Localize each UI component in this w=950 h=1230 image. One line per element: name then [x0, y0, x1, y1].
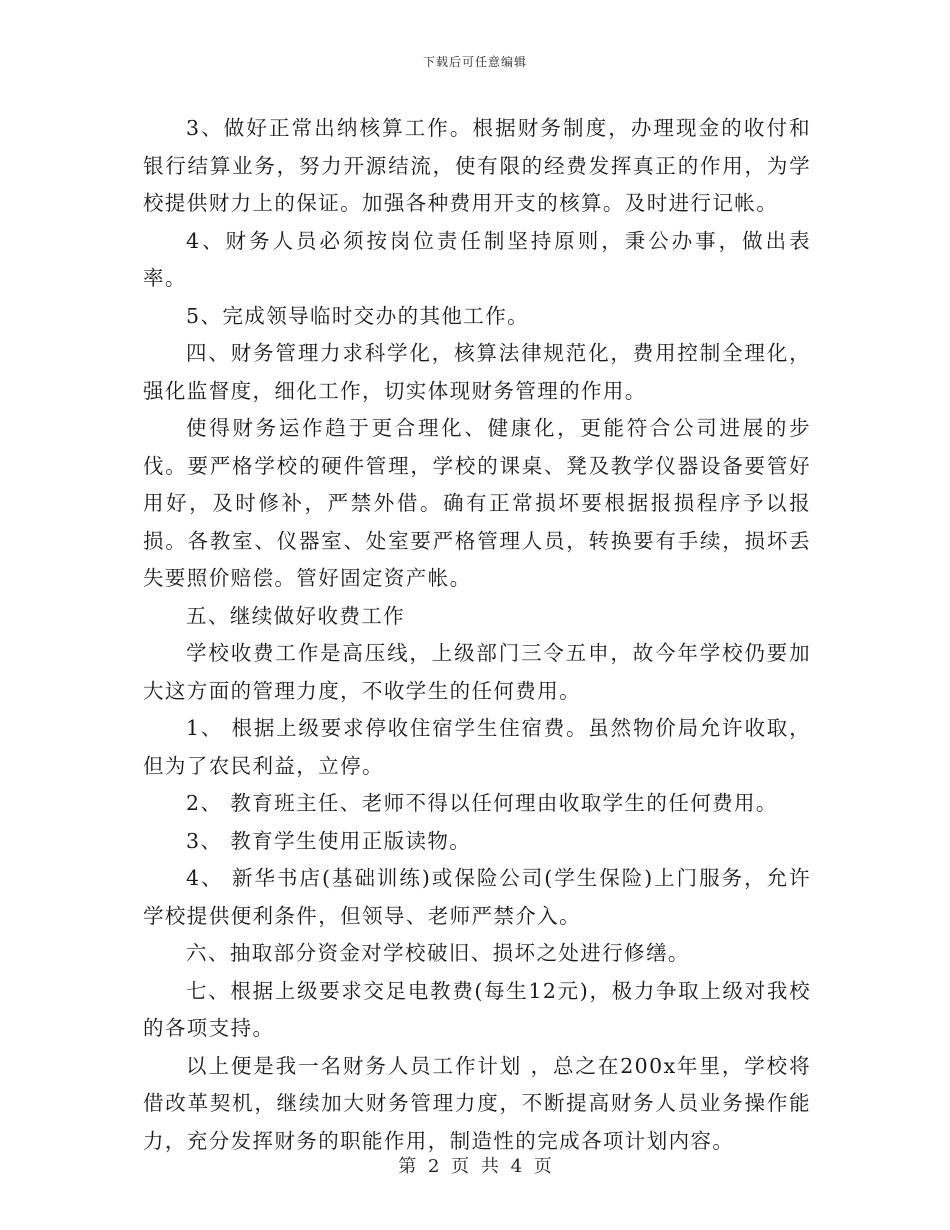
paragraph: 2、 教育班主任、老师不得以任何理由收取学生的任何费用。 — [186, 791, 778, 815]
paragraph: 4、财务人员必须按岗位责任制坚持原则，秉公办事，做出表率。 — [143, 228, 811, 290]
paragraph: 以上便是我一名财务人员工作计划 ，总之在200x年里，学校将借改革契机，继续加大财务管理力度，不断提高财务人员业务操作能力，充分发挥财务的职能作用，制造性的完成各项计划内容。 — [143, 1053, 811, 1153]
paragraph: 3、做好正常出纳核算工作。根据财务制度，办理现金的收付和银行结算业务，努力开源结流，使有限的经费发挥真正的作用，为学校提供财力上的保证。加强各种费用开支的核算。及时进行记帐。 — [143, 116, 811, 215]
paragraph: 使得财务运作趋于更合理化、健康化，更能符合公司进展的步伐。要严格学校的硬件管理，学校的课桌、凳及教学仪器设备要管好用好，及时修补，严禁外借。确有正常损坏要根据报损程序予以报损。各教室、仪器室、处室要严格管理人员，转换要有手续，损坏丢失要照价赔偿。管好固定资产帐。 — [143, 416, 811, 590]
page-number: 第 2 页 共 4 页 — [398, 1156, 552, 1177]
paragraph: 1、 根据上级要求停收住宿学生住宿费。虽然物价局允许收取，但为了农民利益，立停。 — [143, 716, 811, 778]
paragraph: 4、 新华书店(基础训练)或保险公司(学生保险)上门服务，允许学校提供便利条件，但领导、老师严禁介入。 — [143, 866, 811, 928]
paragraph: 3、 教育学生使用正版读物。 — [186, 828, 472, 853]
section-heading: 五、继续做好收费工作 — [186, 603, 406, 628]
document-body — [143, 110, 811, 1160]
paragraph: 5、完成领导临时交办的其他工作。 — [186, 303, 529, 328]
paragraph: 学校收费工作是高压线，上级部门三令五申，故今年学校仍要加大这方面的管理力度，不收学生的任何费用。 — [143, 641, 811, 703]
paragraph: 四、财务管理力求科学化，核算法律规范化，费用控制全理化，强化监督度，细化工作，切实体现财务管理的作用。 — [143, 341, 811, 403]
paragraph: 六、抽取部分资金对学校破旧、损坏之处进行修缮。 — [186, 941, 690, 965]
page-header-note: 下载后可任意编辑 — [422, 55, 527, 69]
paragraph: 七、根据上级要求交足电教费(每生12元)，极力争取上级对我校的各项支持。 — [143, 978, 811, 1040]
